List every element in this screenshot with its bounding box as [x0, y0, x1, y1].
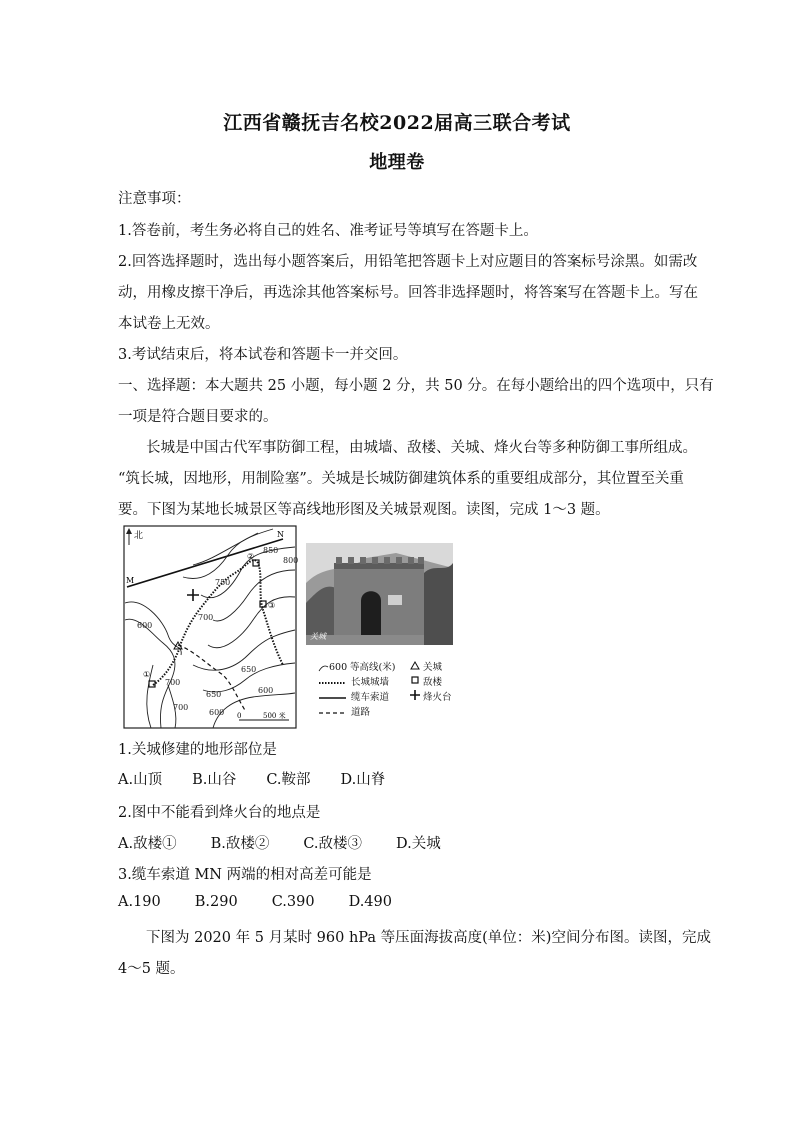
- option-d: D.关城: [396, 836, 441, 852]
- notes-item: 1.答卷前，考生务必将自己的姓名、准考证号等填写在答题卡上。: [118, 223, 538, 239]
- contour-label: 700: [173, 703, 189, 712]
- option-a: A.敌楼①: [118, 836, 177, 852]
- contour-label: 650: [206, 690, 222, 699]
- question-stem: 1.关城修建的地形部位是: [118, 742, 277, 758]
- option-c: C.鞍部: [266, 772, 311, 788]
- contour-label: 700: [165, 678, 181, 687]
- legend-wall: 长城城墙: [351, 677, 390, 688]
- question-stem: 3.缆车索道 MN 两端的相对高差可能是: [118, 867, 372, 883]
- notes-item: 动，用橡皮擦干净后，再选涂其他答案标号。回答非选择题时，将答案写在答题卡上。写在: [118, 285, 698, 301]
- contour-label: 650: [241, 665, 257, 674]
- contour-label: 600: [258, 686, 274, 695]
- map-legend: [318, 660, 452, 720]
- scale-zero: 0: [237, 712, 242, 720]
- beacon-legend-icon: [410, 690, 420, 700]
- tower-label: ①: [143, 670, 151, 679]
- option-b: B.290: [194, 894, 238, 910]
- question-options: [118, 768, 415, 789]
- option-d: D.山脊: [340, 772, 386, 788]
- option-c: C.敌楼③: [303, 836, 363, 852]
- legend-cable: 缆车索道: [351, 692, 390, 703]
- scale-unit: 500 米: [263, 712, 286, 720]
- legend-contour: 等高线(米): [350, 662, 396, 673]
- option-d: D.490: [348, 894, 392, 910]
- option-b: B.敌楼②: [210, 836, 270, 852]
- tower-label: ②: [247, 552, 255, 561]
- north-label: 北: [134, 531, 144, 541]
- contour-label: 700: [198, 613, 214, 622]
- passage-line: 4～5 题。: [118, 961, 185, 977]
- passage-line: 长城是中国古代军事防御工程，由城墙、敌楼、关城、烽火台等多种防御工事所组成。: [146, 440, 697, 456]
- contour-label: 600: [209, 708, 225, 717]
- contour-map: [123, 525, 298, 730]
- page-title: 江西省赣抚吉名校2022届高三联合考试: [223, 112, 571, 134]
- page-subtitle: 地理卷: [369, 152, 425, 173]
- contour-label: 800: [283, 556, 298, 565]
- cable-legend-icon: [318, 693, 348, 703]
- section-heading: 一、选择题：本大题共 25 小题，每小题 2 分，共 50 分。在每小题给出的四个选项中，只有: [118, 378, 714, 394]
- option-c: C.390: [271, 894, 315, 910]
- question-stem: 2.图中不能看到烽火台的地点是: [118, 805, 321, 821]
- road-legend-icon: [318, 708, 348, 718]
- wall-legend-icon: [318, 678, 348, 688]
- passage-line: “筑长城，因地形，用制险塞”。关城是长城防御建筑体系的重要组成部分，其位置至关重: [118, 471, 684, 487]
- contour-label: 850: [263, 546, 279, 555]
- tower-legend-icon: [410, 676, 420, 685]
- notes-item: 本试卷上无效。: [118, 316, 220, 332]
- passage-line: 下图为 2020 年 5 月某时 960 hPa 等压面海拔高度(单位：米)空间分布图。读图，完成: [146, 930, 711, 946]
- legend-road: 道路: [351, 707, 371, 718]
- contour-label: 750: [215, 578, 231, 587]
- passage-line: 要。下图为某地长城景区等高线地形图及关城景观图。读图，完成 1～3 题。: [118, 502, 610, 518]
- notes-heading: 注意事项：: [118, 191, 191, 207]
- label-m: M: [126, 576, 135, 585]
- label-n: N: [277, 530, 284, 539]
- question-options: [118, 894, 422, 910]
- tower-label: ③: [268, 601, 276, 610]
- legend-pass: 关城: [423, 662, 443, 673]
- notes-item: 3.考试结束后，将本试卷和答题卡一并交回。: [118, 347, 408, 363]
- option-a: A.山顶: [118, 772, 163, 788]
- photo-caption: 关城: [310, 632, 326, 641]
- question-options: [118, 832, 471, 853]
- pass-legend-icon: [410, 661, 420, 670]
- section-heading-cont: 一项是符合题目要求的。: [118, 409, 278, 425]
- legend-contour-sample: 600: [329, 662, 348, 673]
- option-b: B.山谷: [192, 772, 237, 788]
- contour-label: 600: [137, 621, 153, 630]
- notes-item: 2.回答选择题时，选出每小题答案后，用铅笔把答题卡上对应题目的答案标号涂黑。如需改: [118, 254, 698, 270]
- option-a: A.190: [118, 894, 161, 910]
- legend-tower: 敌楼: [423, 677, 443, 688]
- pass-photo: [306, 543, 453, 645]
- legend-beacon: 烽火台: [423, 692, 452, 703]
